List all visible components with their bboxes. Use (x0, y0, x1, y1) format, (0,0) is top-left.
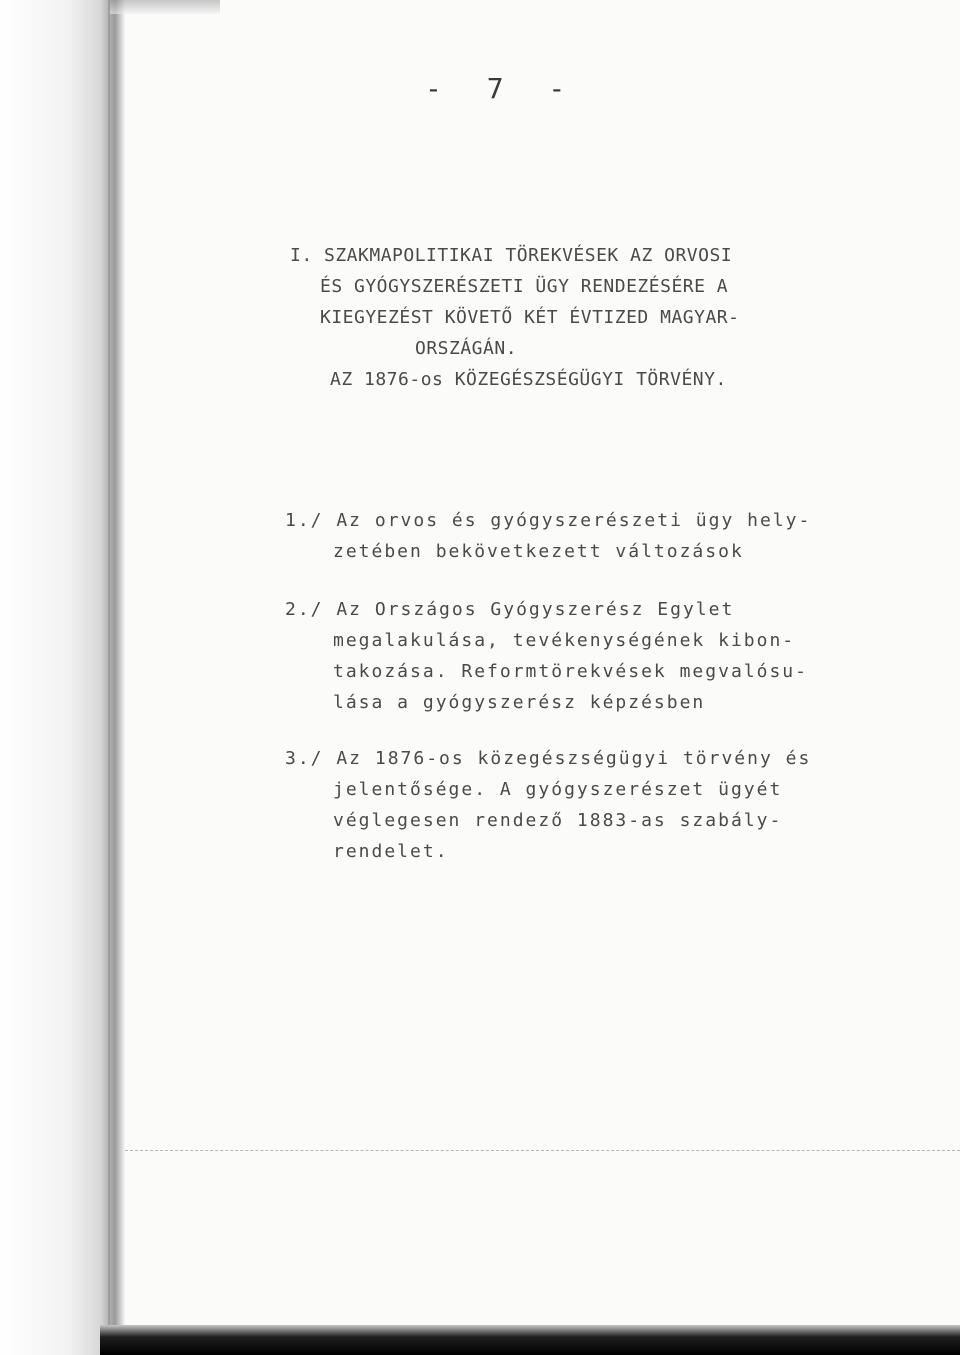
scan-bottom-edge (100, 1325, 960, 1355)
section-item-3 (285, 743, 812, 867)
item-line: takozása. Reformtörekvések megvalósu- (333, 661, 808, 682)
section-item-2 (285, 594, 808, 718)
heading-line: ÉS GYÓGYSZERÉSZETI ÜGY RENDEZÉSÉRE A (320, 276, 729, 297)
scan-corner-mark (110, 0, 220, 14)
item-line: megalakulása, tevékenységének kibon- (333, 630, 796, 651)
item-line: zetében bekövetkezett változások (333, 541, 744, 562)
section-item-1 (285, 505, 812, 567)
scan-binding-edge (108, 0, 110, 1355)
heading-line: KIEGYEZÉST KÖVETŐ KÉT ÉVTIZED MAGYAR- (320, 307, 740, 328)
item-line: 3./ Az 1876-os közegészségügyi törvény és (285, 748, 812, 769)
item-line: lása a gyógyszerész képzésben (333, 692, 706, 713)
item-line: rendelet. (333, 841, 449, 862)
page-divider (125, 1150, 960, 1151)
item-line: 1./ Az orvos és gyógyszerészeti ügy hely- (285, 510, 812, 531)
heading-line: AZ 1876-os KÖZEGÉSZSÉGÜGYI TÖRVÉNY. (330, 369, 727, 390)
scan-binding-shadow (0, 0, 125, 1355)
chapter-heading (290, 240, 810, 395)
heading-line: ORSZÁGÁN. (415, 338, 518, 359)
item-line: 2./ Az Országos Gyógyszerész Egylet (285, 599, 735, 620)
page-number: - 7 - (425, 72, 580, 105)
item-line: véglegesen rendező 1883-as szabály- (333, 810, 783, 831)
item-line: jelentősége. A gyógyszerészet ügyét (333, 779, 783, 800)
heading-line: I. SZAKMAPOLITIKAI TÖREKVÉSEK AZ ORVOSI (290, 245, 733, 266)
